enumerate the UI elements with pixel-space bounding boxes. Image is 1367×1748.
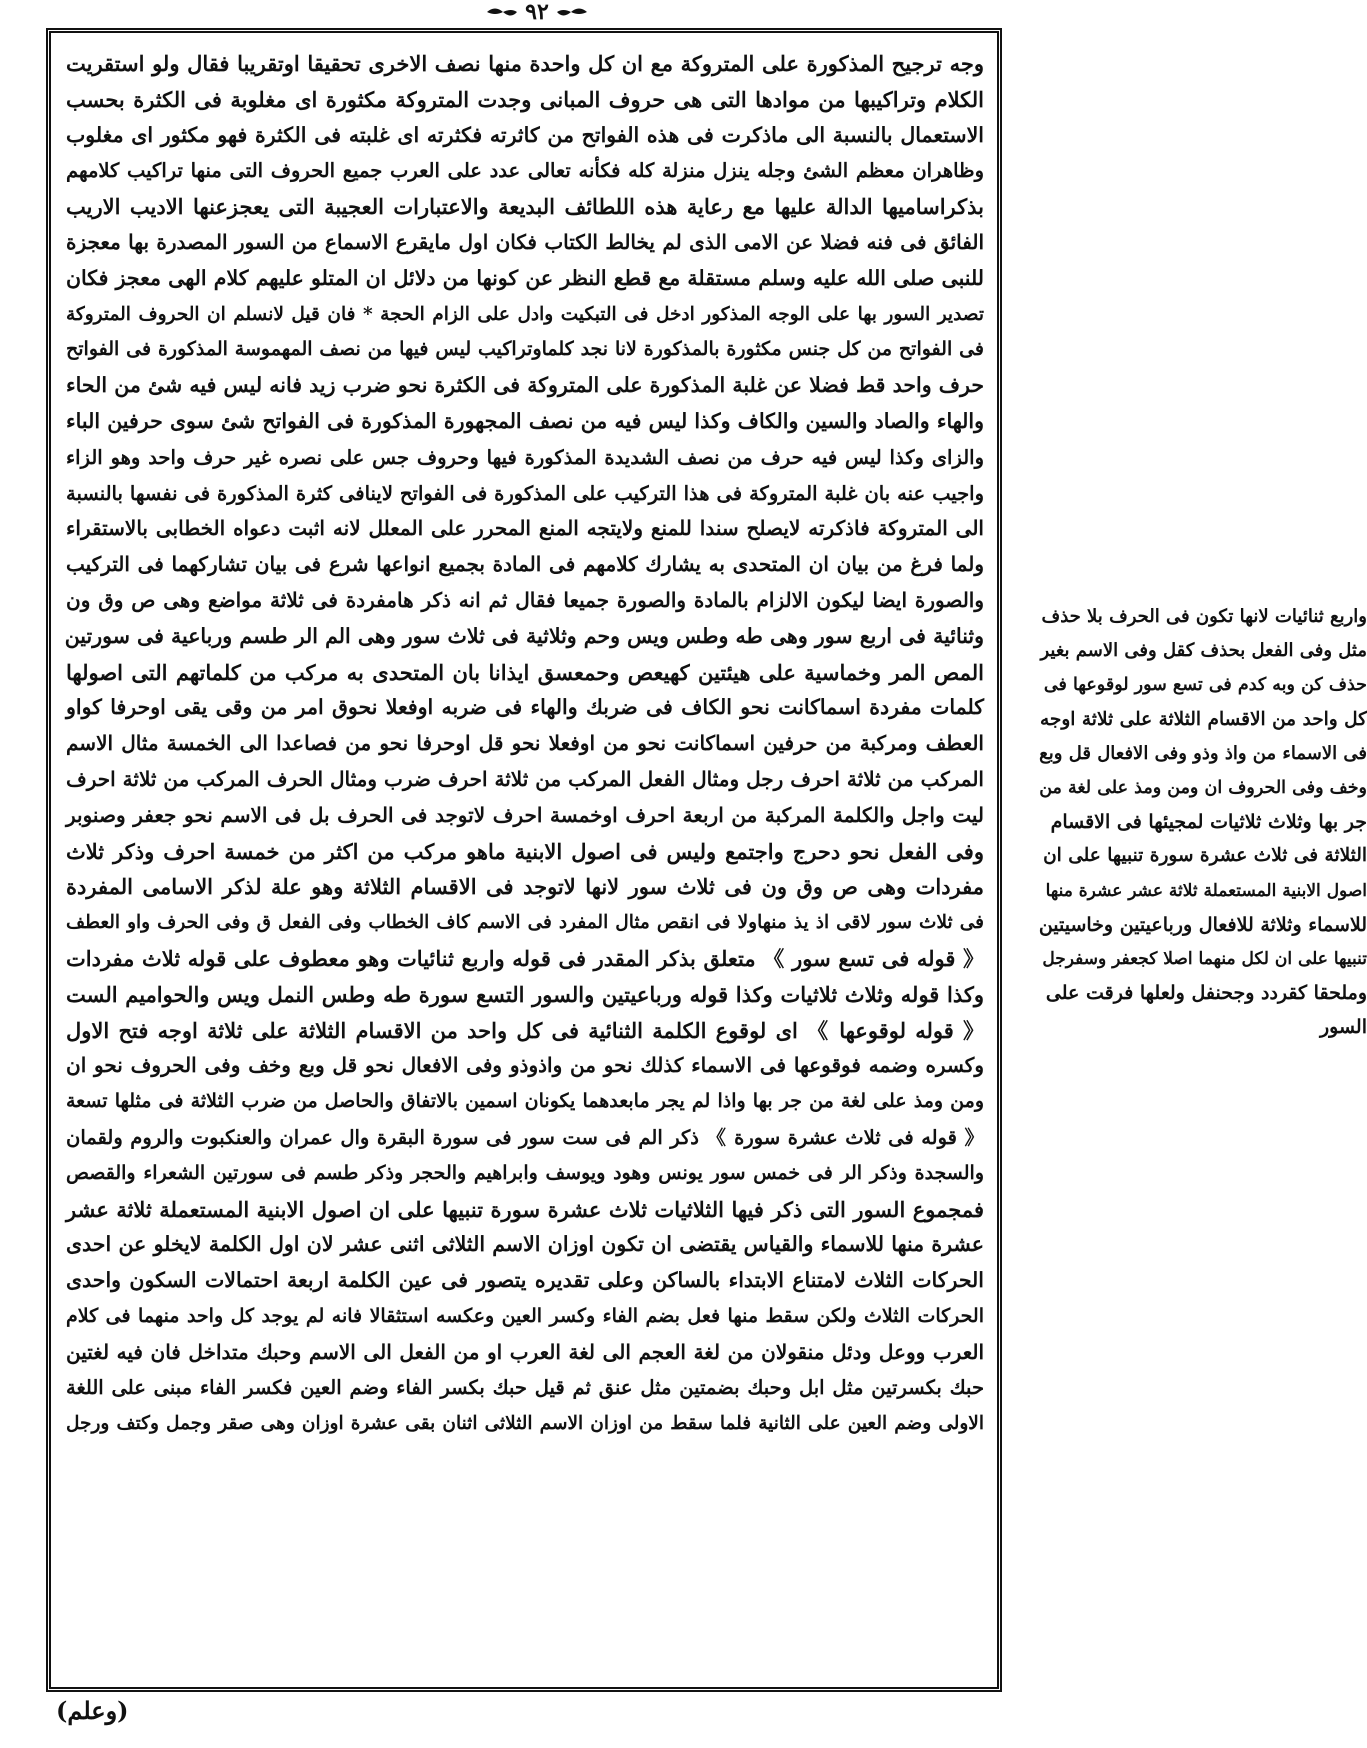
main-text-line: فى الفواتح من كل جنس مكثورة بالمذكورة لانا نجد كلماوتراكيب ليس فيها من نصف المهموسة المذكورة فى الفواتح xyxy=(66,338,984,361)
main-text-line: وظاهران معظم الشئ وجله ينزل منزلة كله فكأنه تعالى عدد على العرب جميع الحروف التى منها تراكيب كلامهم xyxy=(66,159,984,183)
main-text-line: ليت واجل والكلمة المركبة من اربعة احرف اوخمسة احرف لاتوجد فى الحرف بل فى الاسم نحو جعفر وصنوبر xyxy=(66,802,984,827)
main-text-line: المركب من ثلاثة احرف رجل ومثال الفعل المركب من ثلاثة احرف ضرب ومثال الحرف المركب من ثلاثة احرف xyxy=(66,766,984,791)
main-text-line: الاستعمال بالنسبة الى ماذكرت فى هذه الفواتح من كاثرته فكثرته اى غلبته فى الكثرة فهو مكثور اى مغلوب xyxy=(66,122,984,147)
main-text-line: عشرة منها للاسماء والقياس يقتضى ان تكون اوزان الاسم الثلاثى اثنى عشر لان اول الكلمة لايخلو عن احدى xyxy=(66,1232,984,1257)
margin-note-line: جر بها وثلاث ثلاثيات لمجيئها فى الاقسام xyxy=(1050,811,1367,834)
main-text-line: الفائق فى فنه فضلا عن الامى الذى لم يخالط الكتاب فكان اول مايقرع الاسماع من السور المصدرة بها معجزة xyxy=(66,229,984,254)
main-text-line: الى المتروكة فاذكرته لايصلح سندا للمنع ولايتجه المنع المحرر على المعلل لانه اثبت دعواه الخطابى بالاستقراء xyxy=(66,516,984,541)
margin-note-line: واربع ثنائيات لانها تكون فى الحرف بلا حذف xyxy=(1041,606,1367,627)
margin-note-line: مثل وفى الفعل بحذف كقل وفى الاسم بغير xyxy=(1040,640,1367,662)
main-text-line: الحركات الثلاث لامتناع الابتداء بالساكن وعلى تقديره يتصور فى عين الكلمة اربعة احتمالات السكون واحدى xyxy=(66,1268,984,1293)
ornament-right-icon xyxy=(555,5,589,19)
main-text-line: المص المر وخماسية على هيئتين كهيعص وحمعسق ايذانا بان المتحدى به مركب من كلماتهم التى اصولها xyxy=(66,659,984,685)
main-text-line: واجيب عنه بان غلبة المتروكة فى هذا التركيب على المذكورة فى الفواتح لاينافى كثرة المذكورة فى نفسها بالنسبة xyxy=(66,481,984,505)
main-text-line: وكذا قوله وثلاث ثلاثيات وكذا قوله ورباعيتين والسور التسع سورة طه وطس النمل ويس والحواميم الست xyxy=(66,981,984,1007)
main-text-line: وكسره وضمه فوقوعها فى الاسماء كذلك نحو من واذوذو وفى الافعال نحو قل وبع وخف وفى الحروف نحو ان xyxy=(66,1053,984,1078)
main-text-line: ولما فرغ من بيان ان المتحدى به يشارك كلامهم فى المادة بجميع انواعها شرع فى بيان تشاركهما فى التركيب xyxy=(66,552,984,577)
margin-note-line: اصول الابنية المستعملة ثلاثة عشر عشرة منها xyxy=(1045,880,1367,901)
margin-note-line: حذف كن وبه كدم فى تسع سور لوقوعها فى xyxy=(1043,675,1367,696)
main-text-line: وفى الفعل نحو دحرج واجتمع وليس فى اصول الابنية ماهو مركب من اكثر من خمسة احرف وذكر ثلاث xyxy=(66,838,984,864)
main-text-line: العطف ومركبة من حرفين اسماكانت نحو من اوفعلا نحو قل اوحرفا نحو من فصاعدا الى الخمسة مثال الاسم xyxy=(66,731,984,756)
margin-note-line: السور xyxy=(1319,1016,1367,1039)
footer-catchword: (وعلم) xyxy=(56,1696,129,1725)
main-text-line: الاولى وضم العين على الثانية فلما سقط من اوزان الاسم الثلاثى اثنان بقى عشرة اوزان وهى صقر وجمل وكتف ورجل xyxy=(66,1413,984,1435)
main-text-line: العرب ووعل ودئل منقولان من لغة العجم الى لغة العرب او من الفعل الى الاسم وحبك متداخل فان فيه لغتين xyxy=(66,1339,984,1364)
main-text-line: تصدير السور بها على الوجه المذكور ادخل فى التبكيت وادل على الزام الحجة * فان قيل لانسلم ان الحروف المتروكة xyxy=(66,303,984,325)
main-text-line: والزاى وكذا ليس فيه حرف من نصف الشديدة المذكورة فيها وحروف جس على نصره غير حرف واحد وهو الزاء xyxy=(66,445,984,469)
margin-note-line: كل واحد من الاقسام الثلاثة على ثلاثة اوجه xyxy=(1040,708,1367,730)
main-text-line: 《 قوله لوقوعها 》 اى لوقوع الكلمة الثنائية فى كل واحد من الاقسام الثلاثة على ثلاثة اوجه فتح الاول xyxy=(66,1017,984,1043)
margin-note-line: تنبيها على ان لكل منهما اصلا كجعفر وسفرجل xyxy=(1042,948,1367,969)
margin-note-line: للاسماء وثلاثة للافعال ورباعيتين وخاسيتين xyxy=(1038,913,1367,936)
main-text-line: والهاء والصاد والسين والكاف وكذا ليس فيه من نصف المجهورة المذكورة فى الفواتح شئ سوى حرفين الباء xyxy=(66,408,984,433)
ornament-left-icon xyxy=(485,5,519,19)
main-text-line: الكلام وتراكيبها من موادها التى هى حروف المبانى وجدت المتروكة مكثورة اى مغلوبة فى الكثرة بحسب xyxy=(66,86,984,112)
main-text-line: حبك بكسرتين مثل ابل وحبك بضمتين مثل عنق ثم قيل حبك بكسر الفاء وضم العين فكسر الفاء مبنى على اللغة xyxy=(66,1376,984,1400)
main-text-line: وثنائية فى اربع سور وهى طه وطس ويس وحم وثلاثية فى ثلاث سور وهى الم الر طسم ورباعية فى سورتين xyxy=(64,623,984,648)
main-text-line: حرف واحد قط فضلا عن غلبة المذكورة على المتروكة فى الكثرة نحو ضرب زيد فانه ليس فيه شئ من الحاء xyxy=(66,373,984,398)
margin-note-line: فى الاسماء من واذ وذو وفى الافعال قل وبع xyxy=(1039,742,1367,764)
main-text-line: الحركات الثلاث ولكن سقط منها فعل بضم الفاء وكسر العين وعكسه استثقالا فانه لم يوجد كل واحد منهما فى كلام xyxy=(66,1304,984,1327)
main-text-line: فمجموع السور التى ذكر فيها الثلاثيات ثلاث عشرة سورة تنبيها على ان اصول الابنية المستعملة ثلاثة عشر xyxy=(66,1196,984,1222)
main-text-line: كلمات مفردة اسماكانت نحو الكاف فى ضربك والهاء فى ضربه اوفعلا نحوق امر من وقى يقى اوحرفا كواو xyxy=(66,695,984,720)
main-text-line: والسجدة وذكر الر فى خمس سور يونس وهود ويوسف وابراهيم والحجر وذكر طسم فى سورتين الشعراء والقصص xyxy=(66,1161,984,1184)
main-text-line: للنبى صلى الله عليه وسلم مستقلة مع قطع النظر عن كونها من دلائل ان المتلو عليهم كلام الهى معجز فكان xyxy=(66,265,984,290)
main-text-block xyxy=(66,46,984,1676)
main-text-line: فى ثلاث سور لاقى اذ يذ منهاولا فى انقص مثال المفرد فى الاسم كاف الخطاب وفى الفعل ق وفى الحرف واو العطف xyxy=(66,912,984,934)
main-text-line: 《 قوله فى ثلاث عشرة سورة 》 ذكر الم فى ست سور فى سورة البقرة وال عمران والعنكبوت والروم ولقمان xyxy=(66,1125,984,1149)
margin-note-block xyxy=(1038,600,1367,1039)
margin-note-line: وملحقا كقردد وجحنفل ولعلها فرقت على xyxy=(1045,982,1367,1005)
margin-note-line: الثلاثة فى ثلاث عشرة سورة تنبيها على ان xyxy=(1043,845,1367,867)
margin-note-line: وخف وفى الحروف ان ومن ومذ على لغة من xyxy=(1039,777,1367,798)
main-text-line: والصورة ايضا ليكون الالزام بالمادة والصورة جميعا فقال ثم انه ذكر هامفردة فى ثلاثة مواضع وهى ص وق ون xyxy=(66,587,984,612)
main-text-line: مفردات وهى ص وق ون فى ثلاث سور لانها لاتوجد فى الاقسام الثلاثة وهو علة لذكر الاسامى المفردة xyxy=(66,874,984,900)
page-number-text: ۹۲ xyxy=(525,0,549,25)
main-text-line: بذكراساميها الدالة عليها مع رعاية هذه اللطائف البديعة والاعتبارات العجيبة التى يعجزعنها الاديب الاريب xyxy=(66,194,984,220)
main-text-line: ومن ومذ على لغة من جر بها واذا لم يجر مابعدهما يكونان اسمين بالاتفاق والحاصل من ضرب الثلاثة فى مثلها تسعة xyxy=(66,1090,984,1113)
main-text-line: 《 قوله فى تسع سور 》 متعلق بذكر المقدر فى قوله واربع ثنائيات وهو معطوف على قوله ثلاث مفردات xyxy=(66,945,984,971)
main-text-line: وجه ترجيح المذكورة على المتروكة مع ان كل واحدة منها نصف الاخرى تحقيقا اوتقريبا فقال ولو استقريت xyxy=(66,51,984,76)
page-number xyxy=(462,0,612,24)
